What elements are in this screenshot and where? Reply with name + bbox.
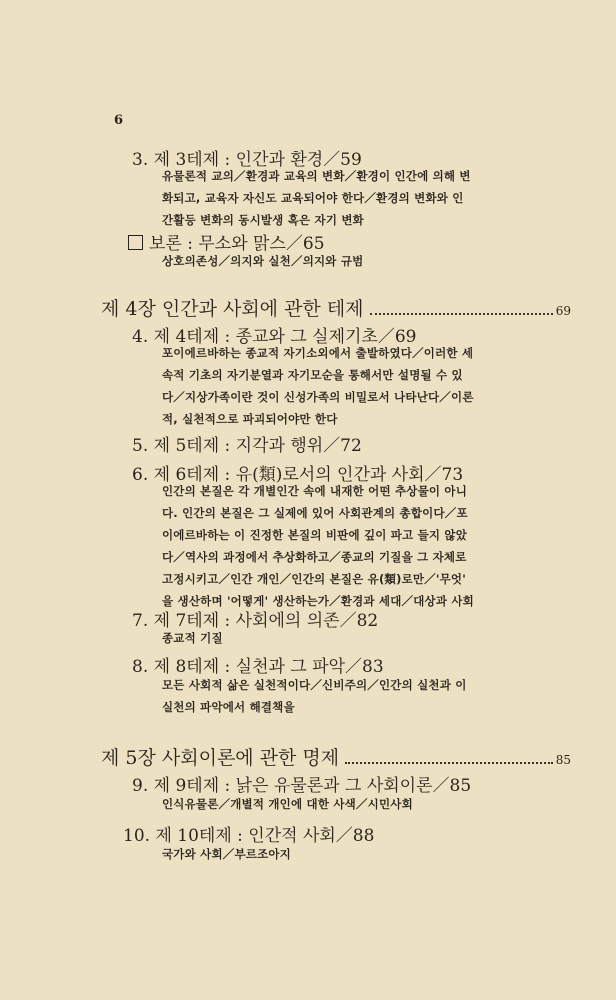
item-title: 제 7테제 : 사회에의 의존／82 [153,611,379,631]
dot-leader [370,313,553,315]
dot-leader [345,762,553,764]
chapter-page: 69 [555,304,571,318]
item-desc-line: 국가와 사회／부르조아지 [162,847,291,861]
toc-item-6 [132,460,463,485]
toc-item-9 [132,771,471,796]
page-number: 6 [114,113,124,128]
item-title: 보론 : 무소와 맑스／65 [149,234,325,254]
item-title: 제 3테제 : 인간과 환경／59 [153,150,362,170]
item-desc-line: 간활등 변화의 동시발생 혹은 자기 변화 [162,213,364,227]
item-desc-line: 다／지상가족이란 것이 신성가족의 비밀로서 나타난다／이론 [162,390,474,404]
item-number: 6. [132,465,149,485]
item-desc-line: 인간의 본질은 각 개별인간 속에 내재한 어떤 추상물이 아니 [162,484,468,498]
toc-item-5 [132,431,362,456]
item-number: 5. [132,436,149,456]
item-desc-line: 속적 기초의 자기분열과 자기모순을 통해서만 설명될 수 있 [162,368,463,382]
chapter-page: 85 [555,753,571,767]
item-desc-line: 다. 인간의 본질은 그 실제에 있어 사회관계의 총합이다／포 [162,506,468,520]
item-number: 7. [132,611,149,631]
item-desc-line: 적, 실천적으로 파괴되어야만 한다 [162,412,338,426]
item-desc-line: 모든 사회적 삶은 실천적이다／신비주의／인간의 실천과 이 [162,678,467,692]
item-title: 제 6테제 : 유(類)로서의 인간과 사회／73 [153,465,464,485]
item-number: 4. [132,327,149,347]
item-title: 제 4테제 : 종교와 그 실제기초／69 [153,327,417,347]
item-desc-line: 화되고, 교육자 자신도 교육되어야 한다／환경의 변화와 인 [162,191,464,205]
item-number: 9. [132,776,149,796]
item-desc-line: 고정시키고／인간 개인／인간의 본질은 유(類)로만／'무엇' [162,572,466,586]
item-desc-line: 유물론적 교의／환경과 교육의 변화／환경이 인간에 의해 변 [162,169,471,183]
chapter-heading-4 [101,294,571,321]
item-desc-line: 이에르바하는 이 진정한 본질의 비판에 깊이 파고 들지 않았 [162,528,468,542]
item-desc-line: 상호의존성／의지와 실천／의지와 규범 [162,254,364,268]
item-desc-line: 을 생산하며 '어떻게' 생산하는가／환경과 세대／대상과 사회 [162,594,474,608]
item-desc-line: 실천의 파악에서 해결책을 [162,700,295,714]
checkbox-square-icon [128,235,143,250]
toc-item-10 [123,821,374,846]
item-number: 8. [132,657,149,677]
toc-item-7 [132,606,378,631]
item-desc-line: 포이에르바하는 종교적 자기소외에서 출발하였다／이러한 세 [162,346,474,360]
item-number: 3. [132,150,149,170]
item-title: 제 5테제 : 지각과 행위／72 [153,436,362,456]
toc-item-8 [132,652,384,677]
item-desc-line: 인식유물론／개별적 개인에 대한 사색／시민사회 [162,797,413,811]
item-number: 10. [123,826,151,846]
item-title: 제 9테제 : 낡은 유물론과 그 사회이론／85 [153,776,472,796]
chapter-title: 제 4장 인간과 사회에 관한 테제 [101,298,364,320]
toc-item-3 [132,145,362,170]
item-desc-line: 종교적 기질 [162,631,223,645]
toc-item-appendix [128,229,325,254]
toc-item-4 [132,322,416,347]
item-desc-line: 다／역사의 과정에서 추상화하고／종교의 기질을 그 자체로 [162,550,467,564]
item-title: 제 8테제 : 실천과 그 파악／83 [153,657,384,677]
chapter-heading-5 [101,743,571,770]
chapter-title: 제 5장 사회이론에 관한 명제 [101,747,340,769]
item-title: 제 10테제 : 인간적 사회／88 [155,826,375,846]
